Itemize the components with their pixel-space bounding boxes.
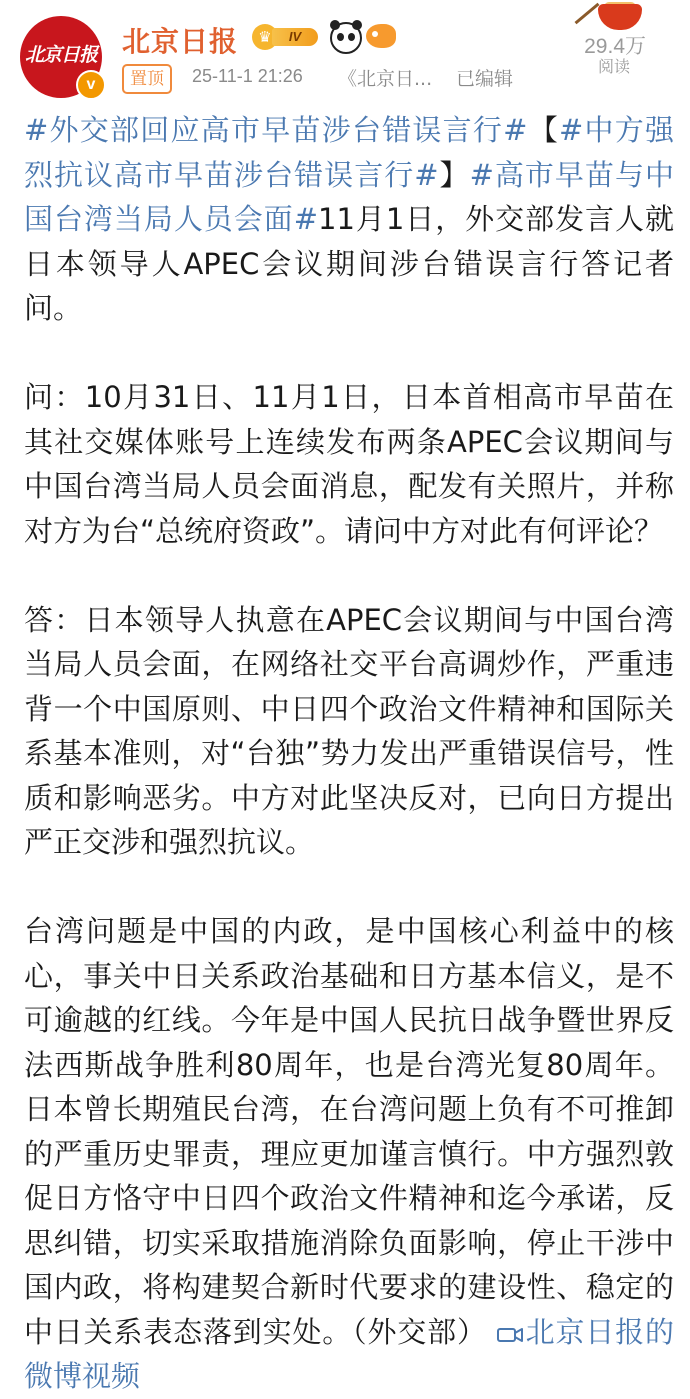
post-content <box>24 108 674 1399</box>
edited-label[interactable]: 已编辑 <box>456 68 514 90</box>
video-link-label: 北京日报的微博视频 <box>24 1314 674 1393</box>
question-paragraph: 问：10月31日、11月1日，日本首相高市早苗在其社交媒体账号上连续发布两条APEC会议期间与中国台湾当局人员会面消息，配发有关照片，并称对方为台“总统府资政”。请问中方对此有何评论？ <box>24 380 674 548</box>
level-badge-label: IV <box>272 28 318 46</box>
post-intro-paragraph <box>24 108 674 331</box>
hashtag-link[interactable]: #高市早苗与中国台湾当局人员会面# <box>24 157 674 236</box>
statement-text: 台湾问题是中国的内政，是中国核心利益中的核心，事关中日关系政治基础和日方基本信义，是不可逾越的红线。今年是中国人民抗日战争暨世界反法西斯战争胜利80周年，也是台湾光复80周年。日本曾长期殖民台湾，在台湾问题上负有不可推卸的严重历史罪责，理应更加谨言慎行。中方强烈敦促日方恪守中日四个政治文件精神和迄今承诺，反思纠错，切实采取措施消除负面影响，停止干涉中国内政，将构建契合新时代要求的建设性、稳定的中日关系表态落到实处。（外交部） <box>24 914 674 1349</box>
pufferfish-badge-icon[interactable] <box>366 24 396 48</box>
bracket-open: 【 <box>527 113 559 147</box>
crown-icon: ♛ <box>252 24 278 50</box>
post-header <box>0 0 690 110</box>
level-badge[interactable] <box>252 24 322 50</box>
user-name[interactable]: 北京日报 <box>122 25 239 58</box>
avatar-logo-text: 北京日报 <box>24 44 97 66</box>
verified-icon: v <box>76 70 106 100</box>
noodle-bowl-icon <box>568 2 654 32</box>
reads-count: 29.4万 <box>584 35 646 58</box>
answer-paragraph: 答：日本领导人执意在APEC会议期间与中国台湾当局人员会面，在网络社交平台高调炒作，严重违背一个中国原则、中日四个政治文件精神和国际关系基本准则，对“台独”势力发出严重错误信号，性质和影响恶劣。中方对此坚决反对，已向日方提出严正交涉和强烈抗议。 <box>24 602 674 859</box>
bracket-close: 】 <box>438 157 470 192</box>
post-time: 25-11-1 21:26 <box>192 66 303 86</box>
post-source[interactable]: 《北京日... <box>338 68 433 90</box>
intro-text: 11月1日，外交部发言人就日本领导人APEC会议期间涉台错误言行答记者问。 <box>24 202 674 325</box>
video-icon <box>497 1327 523 1343</box>
panda-badge-icon[interactable] <box>330 22 362 54</box>
hashtag-link[interactable]: #外交部回应高市早苗涉台错误言行# <box>24 113 528 147</box>
statement-paragraph <box>24 909 674 1399</box>
hashtag-link[interactable]: #中方强烈抗议高市早苗涉台错误言行# <box>24 113 674 192</box>
pinned-tag: 置顶 <box>122 64 172 94</box>
reads-label: 阅读 <box>597 57 630 76</box>
